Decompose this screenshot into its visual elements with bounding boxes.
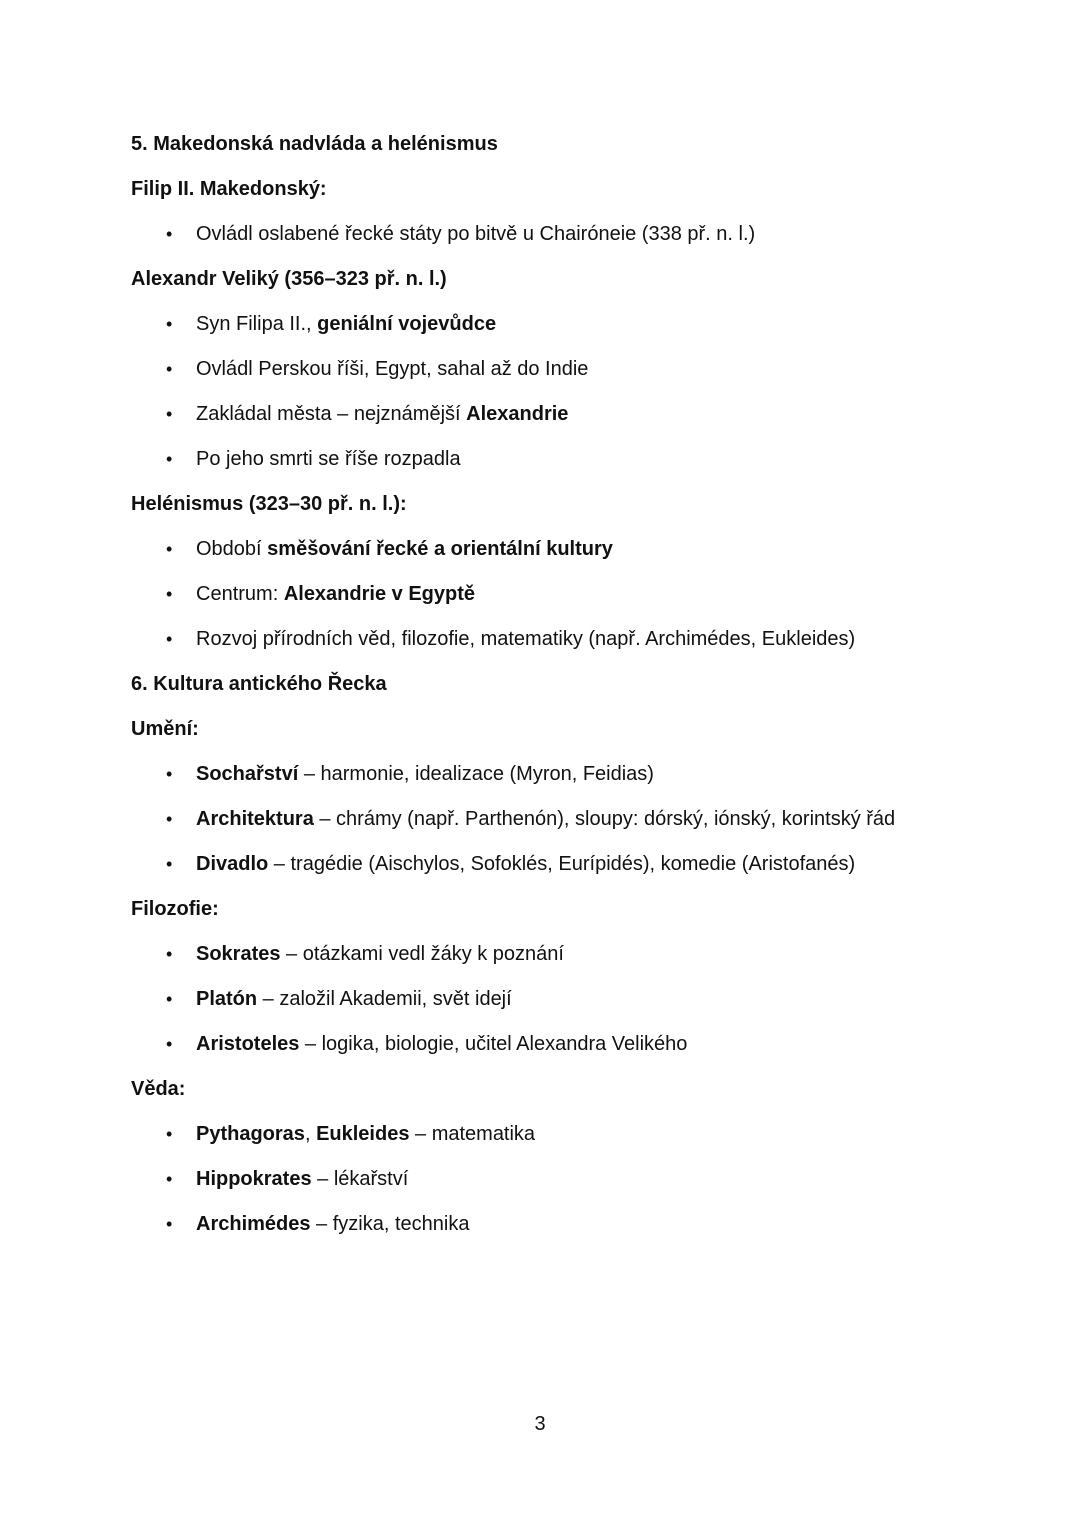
bullet-icon: • [166,989,173,1009]
list-item-text: Ovládl Perskou říši, Egypt, sahal až do Indie [196,358,589,380]
bullet-icon: • [166,854,173,874]
list-item-bold-text: Hippokrates [196,1168,312,1190]
bullet-list [131,220,951,248]
list-item-text: – otázkami vedl žáky k poznání [280,943,564,965]
subsection-title: Filozofie: [131,898,219,920]
list-item-bold-text: geniální vojevůdce [317,313,497,335]
bullet-icon: • [166,1124,173,1144]
list-item-bold-text: Platón [196,988,258,1010]
document-content [131,130,951,1255]
bullet-icon: • [166,449,173,469]
bullet-icon: • [166,584,173,604]
bullet-list [131,760,951,878]
subsection-title: Věda: [131,1078,186,1100]
bullet-list [131,1120,951,1238]
bullet-icon: • [166,944,173,964]
list-item-text: – lékařství [311,1168,409,1190]
list-item [131,580,951,608]
page-number: 3 [534,1413,546,1435]
bullet-icon: • [166,1034,173,1054]
bullet-list [131,535,951,653]
bullet-icon: • [166,539,173,559]
list-item-text: , [304,1123,317,1145]
section-heading: 6. Kultura antického Řecka [131,673,387,695]
list-item [131,805,951,833]
bullet-icon: • [166,224,173,244]
list-item [131,1210,951,1238]
list-item-text: – založil Akademii, svět idejí [257,988,512,1010]
bullet-icon: • [166,764,173,784]
list-item-text: Období [196,538,268,560]
bullet-icon: • [166,629,173,649]
list-item-bold-text: směšování řecké a orientální kultury [267,538,613,560]
list-item-text: Rozvoj přírodních věd, filozofie, matematiky (např. Archimédes, Eukleides) [196,628,856,650]
list-item [131,535,951,563]
bullet-icon: • [166,314,173,334]
list-item-text: – harmonie, idealizace (Myron, Feidias) [298,763,654,785]
list-item-text: Syn Filipa II., [196,313,318,335]
bullet-icon: • [166,404,173,424]
list-item-bold-text: Divadlo [196,853,269,875]
list-item [131,400,951,428]
list-item [131,445,951,473]
list-item-bold-text: Eukleides [316,1123,410,1145]
list-item [131,940,951,968]
subsection-title: Alexandr Veliký (356–323 př. n. l.) [131,268,447,290]
list-item-bold-text: Alexandrie v Egyptě [283,583,475,605]
list-item-bold-text: Alexandrie [466,403,569,425]
list-item-text: – logika, biologie, učitel Alexandra Velikého [299,1033,688,1055]
bullet-list [131,940,951,1058]
list-item [131,985,951,1013]
list-item [131,220,951,248]
list-item [131,850,951,878]
list-item [131,760,951,788]
list-item-text: – matematika [409,1123,536,1145]
bullet-icon: • [166,359,173,379]
list-item-text: – tragédie (Aischylos, Sofoklés, Eurípidés), komedie (Aristofanés) [268,853,856,875]
list-item-bold-text: Archimédes [196,1213,311,1235]
bullet-icon: • [166,1169,173,1189]
list-item [131,625,951,653]
list-item-text: Zakládal města – nejznámější [196,403,467,425]
section-heading: 5. Makedonská nadvláda a helénismus [131,133,498,155]
subsection-title: Filip II. Makedonský: [131,178,327,200]
bullet-icon: • [166,1214,173,1234]
list-item [131,310,951,338]
list-item-bold-text: Pythagoras [196,1123,305,1145]
list-item-text: Ovládl oslabené řecké státy po bitvě u Chairóneie (338 př. n. l.) [196,223,756,245]
bullet-list [131,310,951,473]
list-item-bold-text: Aristoteles [196,1033,300,1055]
list-item-text: Centrum: [196,583,284,605]
list-item [131,1165,951,1193]
list-item-bold-text: Architektura [196,808,314,830]
list-item-text: Po jeho smrti se říše rozpadla [196,448,461,470]
list-item [131,355,951,383]
list-item-text: – chrámy (např. Parthenón), sloupy: dórský, iónský, korintský řád [313,808,896,830]
list-item [131,1120,951,1148]
list-item-bold-text: Sokrates [196,943,281,965]
list-item-bold-text: Sochařství [196,763,299,785]
list-item [131,1030,951,1058]
subsection-title: Umění: [131,718,199,740]
bullet-icon: • [166,809,173,829]
subsection-title: Helénismus (323–30 př. n. l.): [131,493,407,515]
list-item-text: – fyzika, technika [310,1213,470,1235]
